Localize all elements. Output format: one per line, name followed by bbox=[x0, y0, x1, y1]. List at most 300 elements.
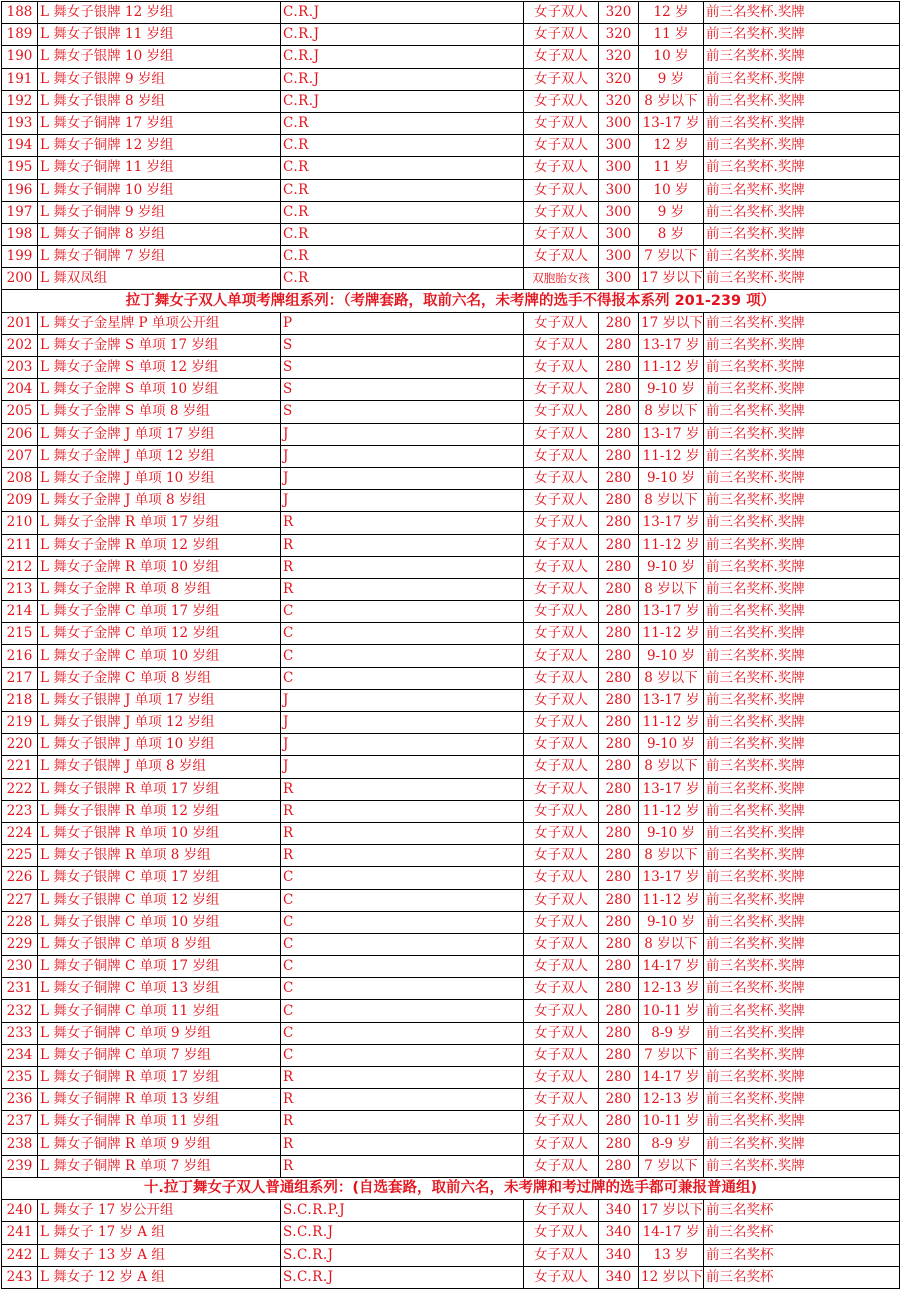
event-table bbox=[1, 1, 900, 1289]
table-row bbox=[2, 135, 900, 157]
age-group: 12 岁以下 bbox=[639, 1266, 704, 1288]
age-group: 17 岁以下 bbox=[639, 1200, 704, 1222]
dance-list: R bbox=[281, 556, 524, 578]
dance-list: R bbox=[281, 1155, 524, 1177]
event-number: 223 bbox=[2, 800, 38, 822]
dance-list: C bbox=[281, 889, 524, 911]
entry-fee: 320 bbox=[599, 68, 639, 90]
entry-type: 女子双人 bbox=[524, 1244, 599, 1266]
entry-type: 女子双人 bbox=[524, 978, 599, 1000]
award-info: 前三名奖杯.奖牌 bbox=[704, 1067, 900, 1089]
entry-fee: 320 bbox=[599, 46, 639, 68]
entry-fee: 300 bbox=[599, 246, 639, 268]
award-info: 前三名奖杯.奖牌 bbox=[704, 201, 900, 223]
age-group: 13-17 岁 bbox=[639, 778, 704, 800]
dance-list: S bbox=[281, 401, 524, 423]
age-group: 10-11 岁 bbox=[639, 1000, 704, 1022]
entry-fee: 300 bbox=[599, 112, 639, 134]
age-group: 9-10 岁 bbox=[639, 911, 704, 933]
entry-type: 女子双人 bbox=[524, 1067, 599, 1089]
event-name: L 舞女子铜牌 C 单项 13 岁组 bbox=[38, 978, 281, 1000]
entry-type: 女子双人 bbox=[524, 956, 599, 978]
award-info: 前三名奖杯.奖牌 bbox=[704, 24, 900, 46]
age-group: 11 岁 bbox=[639, 24, 704, 46]
event-number: 226 bbox=[2, 867, 38, 889]
entry-fee: 280 bbox=[599, 867, 639, 889]
age-group: 10 岁 bbox=[639, 179, 704, 201]
table-row bbox=[2, 46, 900, 68]
entry-type: 女子双人 bbox=[524, 623, 599, 645]
entry-type: 女子双人 bbox=[524, 2, 599, 24]
event-number: 204 bbox=[2, 379, 38, 401]
table-row bbox=[2, 689, 900, 711]
entry-type: 女子双人 bbox=[524, 223, 599, 245]
age-group: 11-12 岁 bbox=[639, 445, 704, 467]
event-number: 190 bbox=[2, 46, 38, 68]
event-name: L 舞女子金牌 R 单项 17 岁组 bbox=[38, 512, 281, 534]
age-group: 11-12 岁 bbox=[639, 534, 704, 556]
entry-type: 女子双人 bbox=[524, 490, 599, 512]
table-row bbox=[2, 490, 900, 512]
dance-list: R bbox=[281, 1067, 524, 1089]
table-row bbox=[2, 822, 900, 844]
dance-list: C bbox=[281, 645, 524, 667]
event-number: 242 bbox=[2, 1244, 38, 1266]
award-info: 前三名奖杯.奖牌 bbox=[704, 933, 900, 955]
event-number: 207 bbox=[2, 445, 38, 467]
event-name: L 舞女子金牌 S 单项 17 岁组 bbox=[38, 334, 281, 356]
event-number: 216 bbox=[2, 645, 38, 667]
event-number: 196 bbox=[2, 179, 38, 201]
section-header-1 bbox=[2, 290, 900, 312]
entry-fee: 280 bbox=[599, 512, 639, 534]
event-number: 197 bbox=[2, 201, 38, 223]
entry-type: 女子双人 bbox=[524, 334, 599, 356]
entry-fee: 280 bbox=[599, 756, 639, 778]
event-name: L 舞女子银牌 R 单项 12 岁组 bbox=[38, 800, 281, 822]
age-group: 8 岁 bbox=[639, 223, 704, 245]
dance-list: J bbox=[281, 756, 524, 778]
dance-list: C.R bbox=[281, 223, 524, 245]
award-info: 前三名奖杯.奖牌 bbox=[704, 1000, 900, 1022]
entry-fee: 280 bbox=[599, 978, 639, 1000]
dance-list: C.R bbox=[281, 112, 524, 134]
section-header-2 bbox=[2, 1177, 900, 1199]
table-row bbox=[2, 379, 900, 401]
age-group: 13-17 岁 bbox=[639, 512, 704, 534]
event-number: 224 bbox=[2, 822, 38, 844]
table-row bbox=[2, 1266, 900, 1288]
dance-list: C bbox=[281, 978, 524, 1000]
award-info: 前三名奖杯.奖牌 bbox=[704, 467, 900, 489]
entry-type: 女子双人 bbox=[524, 734, 599, 756]
entry-fee: 320 bbox=[599, 2, 639, 24]
event-number: 239 bbox=[2, 1155, 38, 1177]
entry-type: 女子双人 bbox=[524, 578, 599, 600]
event-number: 213 bbox=[2, 578, 38, 600]
award-info: 前三名奖杯.奖牌 bbox=[704, 246, 900, 268]
event-name: L 舞女子金牌 C 单项 8 岁组 bbox=[38, 667, 281, 689]
entry-type: 女子双人 bbox=[524, 512, 599, 534]
age-group: 11-12 岁 bbox=[639, 800, 704, 822]
event-name: L 舞女子银牌 C 单项 10 岁组 bbox=[38, 911, 281, 933]
dance-list: J bbox=[281, 712, 524, 734]
award-info: 前三名奖杯.奖牌 bbox=[704, 556, 900, 578]
award-info: 前三名奖杯.奖牌 bbox=[704, 179, 900, 201]
award-info: 前三名奖杯.奖牌 bbox=[704, 623, 900, 645]
event-name: L 舞女子铜牌 C 单项 11 岁组 bbox=[38, 1000, 281, 1022]
entry-fee: 280 bbox=[599, 845, 639, 867]
entry-type: 女子双人 bbox=[524, 246, 599, 268]
entry-type: 女子双人 bbox=[524, 445, 599, 467]
entry-type: 女子双人 bbox=[524, 467, 599, 489]
table-row bbox=[2, 312, 900, 334]
dance-list: J bbox=[281, 490, 524, 512]
dance-list: S bbox=[281, 357, 524, 379]
entry-fee: 280 bbox=[599, 334, 639, 356]
event-name: L 舞女子金牌 S 单项 10 岁组 bbox=[38, 379, 281, 401]
event-name: L 舞女子银牌 R 单项 10 岁组 bbox=[38, 822, 281, 844]
dance-list: C bbox=[281, 1044, 524, 1066]
dance-list: C.R bbox=[281, 201, 524, 223]
entry-fee: 320 bbox=[599, 90, 639, 112]
entry-fee: 280 bbox=[599, 667, 639, 689]
table-row bbox=[2, 2, 900, 24]
event-number: 238 bbox=[2, 1133, 38, 1155]
event-name: L 舞女子铜牌 17 岁组 bbox=[38, 112, 281, 134]
entry-fee: 300 bbox=[599, 268, 639, 290]
table-row bbox=[2, 90, 900, 112]
dance-list: C.R bbox=[281, 246, 524, 268]
event-name: L 舞双凤组 bbox=[38, 268, 281, 290]
entry-fee: 280 bbox=[599, 1022, 639, 1044]
award-info: 前三名奖杯.奖牌 bbox=[704, 734, 900, 756]
entry-type: 女子双人 bbox=[524, 1022, 599, 1044]
event-number: 200 bbox=[2, 268, 38, 290]
entry-type: 女子双人 bbox=[524, 845, 599, 867]
table-row bbox=[2, 867, 900, 889]
event-name: L 舞女子铜牌 7 岁组 bbox=[38, 246, 281, 268]
event-number: 230 bbox=[2, 956, 38, 978]
table-row bbox=[2, 246, 900, 268]
event-name: L 舞女子金牌 C 单项 10 岁组 bbox=[38, 645, 281, 667]
entry-fee: 300 bbox=[599, 135, 639, 157]
age-group: 11-12 岁 bbox=[639, 357, 704, 379]
entry-type: 女子双人 bbox=[524, 1000, 599, 1022]
entry-type: 女子双人 bbox=[524, 867, 599, 889]
event-number: 212 bbox=[2, 556, 38, 578]
dance-list: R bbox=[281, 845, 524, 867]
event-number: 234 bbox=[2, 1044, 38, 1066]
award-info: 前三名奖杯.奖牌 bbox=[704, 800, 900, 822]
award-info: 前三名奖杯.奖牌 bbox=[704, 845, 900, 867]
entry-type: 女子双人 bbox=[524, 379, 599, 401]
entry-fee: 340 bbox=[599, 1244, 639, 1266]
event-name: L 舞女子银牌 C 单项 12 岁组 bbox=[38, 889, 281, 911]
entry-fee: 300 bbox=[599, 201, 639, 223]
table-row bbox=[2, 512, 900, 534]
entry-type: 女子双人 bbox=[524, 90, 599, 112]
event-rows-top bbox=[2, 2, 900, 290]
event-number: 208 bbox=[2, 467, 38, 489]
event-number: 225 bbox=[2, 845, 38, 867]
table-row bbox=[2, 1022, 900, 1044]
dance-list: R bbox=[281, 512, 524, 534]
event-name: L 舞女子银牌 R 单项 8 岁组 bbox=[38, 845, 281, 867]
entry-fee: 280 bbox=[599, 889, 639, 911]
age-group: 9-10 岁 bbox=[639, 734, 704, 756]
age-group: 9-10 岁 bbox=[639, 645, 704, 667]
age-group: 9-10 岁 bbox=[639, 822, 704, 844]
event-name: L 舞女子银牌 C 单项 17 岁组 bbox=[38, 867, 281, 889]
table-row bbox=[2, 334, 900, 356]
entry-fee: 280 bbox=[599, 1000, 639, 1022]
event-number: 205 bbox=[2, 401, 38, 423]
table-row bbox=[2, 357, 900, 379]
entry-type: 女子双人 bbox=[524, 601, 599, 623]
award-info: 前三名奖杯.奖牌 bbox=[704, 645, 900, 667]
award-info: 前三名奖杯.奖牌 bbox=[704, 512, 900, 534]
award-info: 前三名奖杯.奖牌 bbox=[704, 667, 900, 689]
entry-type: 女子双人 bbox=[524, 112, 599, 134]
event-name: L 舞女子铜牌 8 岁组 bbox=[38, 223, 281, 245]
event-number: 241 bbox=[2, 1222, 38, 1244]
award-info: 前三名奖杯.奖牌 bbox=[704, 867, 900, 889]
entry-fee: 280 bbox=[599, 467, 639, 489]
table-row bbox=[2, 1067, 900, 1089]
dance-list: C bbox=[281, 667, 524, 689]
award-info: 前三名奖杯.奖牌 bbox=[704, 889, 900, 911]
award-info: 前三名奖杯.奖牌 bbox=[704, 712, 900, 734]
age-group: 9-10 岁 bbox=[639, 379, 704, 401]
entry-type: 女子双人 bbox=[524, 689, 599, 711]
event-name: L 舞女子铜牌 10 岁组 bbox=[38, 179, 281, 201]
dance-list: J bbox=[281, 445, 524, 467]
section-title: 拉丁舞女子双人单项考牌组系列：（考牌套路，取前六名，未考牌的选手不得报本系列 201-239 项） bbox=[2, 290, 900, 312]
dance-list: P bbox=[281, 312, 524, 334]
event-name: L 舞女子铜牌 R 单项 17 岁组 bbox=[38, 1067, 281, 1089]
entry-fee: 280 bbox=[599, 556, 639, 578]
table-row bbox=[2, 1155, 900, 1177]
table-row bbox=[2, 1244, 900, 1266]
event-name: L 舞女子金牌 J 单项 17 岁组 bbox=[38, 423, 281, 445]
event-number: 237 bbox=[2, 1111, 38, 1133]
dance-list: R bbox=[281, 578, 524, 600]
entry-fee: 280 bbox=[599, 689, 639, 711]
award-info: 前三名奖杯.奖牌 bbox=[704, 490, 900, 512]
table-row bbox=[2, 1222, 900, 1244]
dance-list: S bbox=[281, 334, 524, 356]
award-info: 前三名奖杯.奖牌 bbox=[704, 978, 900, 1000]
event-number: 192 bbox=[2, 90, 38, 112]
table-row bbox=[2, 112, 900, 134]
dance-list: S.C.R.P.J bbox=[281, 1200, 524, 1222]
event-number: 201 bbox=[2, 312, 38, 334]
event-name: L 舞女子银牌 R 单项 17 岁组 bbox=[38, 778, 281, 800]
event-number: 203 bbox=[2, 357, 38, 379]
dance-list: J bbox=[281, 423, 524, 445]
table-row bbox=[2, 845, 900, 867]
table-row bbox=[2, 401, 900, 423]
event-name: L 舞女子铜牌 R 单项 11 岁组 bbox=[38, 1111, 281, 1133]
age-group: 11-12 岁 bbox=[639, 889, 704, 911]
event-name: L 舞女子金牌 R 单项 8 岁组 bbox=[38, 578, 281, 600]
dance-list: C bbox=[281, 1000, 524, 1022]
entry-type: 女子双人 bbox=[524, 1155, 599, 1177]
event-number: 194 bbox=[2, 135, 38, 157]
table-row bbox=[2, 68, 900, 90]
event-name: L 舞女子银牌 J 单项 17 岁组 bbox=[38, 689, 281, 711]
event-number: 231 bbox=[2, 978, 38, 1000]
table-row bbox=[2, 445, 900, 467]
table-row bbox=[2, 157, 900, 179]
event-name: L 舞女子金星牌 P 单项公开组 bbox=[38, 312, 281, 334]
age-group: 8 岁以下 bbox=[639, 401, 704, 423]
table-row bbox=[2, 1044, 900, 1066]
table-row bbox=[2, 467, 900, 489]
age-group: 13 岁 bbox=[639, 1244, 704, 1266]
dance-list: J bbox=[281, 734, 524, 756]
dance-list: S.C.R.J bbox=[281, 1222, 524, 1244]
event-number: 202 bbox=[2, 334, 38, 356]
event-name: L 舞女子银牌 12 岁组 bbox=[38, 2, 281, 24]
age-group: 13-17 岁 bbox=[639, 112, 704, 134]
entry-fee: 280 bbox=[599, 822, 639, 844]
entry-fee: 280 bbox=[599, 1044, 639, 1066]
table-row bbox=[2, 667, 900, 689]
event-name: L 舞女子金牌 R 单项 10 岁组 bbox=[38, 556, 281, 578]
dance-list: C.R.J bbox=[281, 2, 524, 24]
table-row bbox=[2, 223, 900, 245]
dance-list: J bbox=[281, 467, 524, 489]
award-info: 前三名奖杯.奖牌 bbox=[704, 2, 900, 24]
event-number: 219 bbox=[2, 712, 38, 734]
table-row bbox=[2, 889, 900, 911]
award-info: 前三名奖杯.奖牌 bbox=[704, 1133, 900, 1155]
entry-type: 女子双人 bbox=[524, 712, 599, 734]
award-info: 前三名奖杯.奖牌 bbox=[704, 756, 900, 778]
event-name: L 舞女子铜牌 C 单项 7 岁组 bbox=[38, 1044, 281, 1066]
award-info: 前三名奖杯.奖牌 bbox=[704, 334, 900, 356]
dance-list: R bbox=[281, 778, 524, 800]
table-row bbox=[2, 778, 900, 800]
event-number: 215 bbox=[2, 623, 38, 645]
entry-fee: 280 bbox=[599, 911, 639, 933]
event-rows-single-dance bbox=[2, 312, 900, 1177]
award-info: 前三名奖杯.奖牌 bbox=[704, 1155, 900, 1177]
entry-type: 女子双人 bbox=[524, 1133, 599, 1155]
entry-type: 女子双人 bbox=[524, 1200, 599, 1222]
age-group: 13-17 岁 bbox=[639, 601, 704, 623]
event-name: L 舞女子银牌 10 岁组 bbox=[38, 46, 281, 68]
event-name: L 舞女子银牌 C 单项 8 岁组 bbox=[38, 933, 281, 955]
dance-list: C bbox=[281, 867, 524, 889]
award-info: 前三名奖杯.奖牌 bbox=[704, 956, 900, 978]
entry-fee: 280 bbox=[599, 1067, 639, 1089]
dance-list: R bbox=[281, 822, 524, 844]
dance-list: C.R.J bbox=[281, 90, 524, 112]
award-info: 前三名奖杯.奖牌 bbox=[704, 90, 900, 112]
age-group: 14-17 岁 bbox=[639, 1222, 704, 1244]
age-group: 10-11 岁 bbox=[639, 1111, 704, 1133]
dance-list: S bbox=[281, 379, 524, 401]
event-number: 198 bbox=[2, 223, 38, 245]
age-group: 17 岁以下 bbox=[639, 268, 704, 290]
event-number: 235 bbox=[2, 1067, 38, 1089]
age-group: 11 岁 bbox=[639, 157, 704, 179]
dance-list: R bbox=[281, 1111, 524, 1133]
age-group: 10 岁 bbox=[639, 46, 704, 68]
award-info: 前三名奖杯 bbox=[704, 1266, 900, 1288]
entry-type: 女子双人 bbox=[524, 645, 599, 667]
dance-list: C bbox=[281, 956, 524, 978]
age-group: 8 岁以下 bbox=[639, 845, 704, 867]
entry-fee: 280 bbox=[599, 933, 639, 955]
entry-fee: 300 bbox=[599, 223, 639, 245]
entry-fee: 280 bbox=[599, 490, 639, 512]
table-row bbox=[2, 933, 900, 955]
entry-fee: 280 bbox=[599, 445, 639, 467]
award-info: 前三名奖杯.奖牌 bbox=[704, 1111, 900, 1133]
age-group: 11-12 岁 bbox=[639, 623, 704, 645]
age-group: 12 岁 bbox=[639, 135, 704, 157]
event-list-sheet bbox=[1, 1, 899, 1289]
entry-fee: 280 bbox=[599, 379, 639, 401]
entry-type: 女子双人 bbox=[524, 157, 599, 179]
entry-type: 女子双人 bbox=[524, 401, 599, 423]
entry-type: 女子双人 bbox=[524, 534, 599, 556]
entry-fee: 280 bbox=[599, 601, 639, 623]
table-row bbox=[2, 734, 900, 756]
age-group: 9 岁 bbox=[639, 68, 704, 90]
award-info: 前三名奖杯.奖牌 bbox=[704, 911, 900, 933]
table-row bbox=[2, 179, 900, 201]
entry-fee: 280 bbox=[599, 623, 639, 645]
award-info: 前三名奖杯.奖牌 bbox=[704, 534, 900, 556]
entry-fee: 340 bbox=[599, 1200, 639, 1222]
event-name: L 舞女子银牌 J 单项 10 岁组 bbox=[38, 734, 281, 756]
dance-list: C.R bbox=[281, 179, 524, 201]
age-group: 9-10 岁 bbox=[639, 556, 704, 578]
dance-list: C.R bbox=[281, 268, 524, 290]
dance-list: C bbox=[281, 911, 524, 933]
event-name: L 舞女子银牌 11 岁组 bbox=[38, 24, 281, 46]
entry-fee: 280 bbox=[599, 534, 639, 556]
dance-list: C bbox=[281, 623, 524, 645]
entry-fee: 320 bbox=[599, 24, 639, 46]
event-name: L 舞女子铜牌 12 岁组 bbox=[38, 135, 281, 157]
entry-fee: 300 bbox=[599, 179, 639, 201]
entry-fee: 280 bbox=[599, 1155, 639, 1177]
table-row bbox=[2, 756, 900, 778]
entry-type: 女子双人 bbox=[524, 800, 599, 822]
entry-type: 女子双人 bbox=[524, 46, 599, 68]
age-group: 13-17 岁 bbox=[639, 334, 704, 356]
award-info: 前三名奖杯.奖牌 bbox=[704, 689, 900, 711]
age-group: 7 岁以下 bbox=[639, 246, 704, 268]
event-number: 227 bbox=[2, 889, 38, 911]
event-name: L 舞女子铜牌 R 单项 13 岁组 bbox=[38, 1089, 281, 1111]
entry-fee: 280 bbox=[599, 1111, 639, 1133]
entry-type: 女子双人 bbox=[524, 135, 599, 157]
event-number: 214 bbox=[2, 601, 38, 623]
event-number: 191 bbox=[2, 68, 38, 90]
event-number: 211 bbox=[2, 534, 38, 556]
event-name: L 舞女子铜牌 9 岁组 bbox=[38, 201, 281, 223]
award-info: 前三名奖杯 bbox=[704, 1200, 900, 1222]
entry-type: 女子双人 bbox=[524, 556, 599, 578]
event-number: 206 bbox=[2, 423, 38, 445]
